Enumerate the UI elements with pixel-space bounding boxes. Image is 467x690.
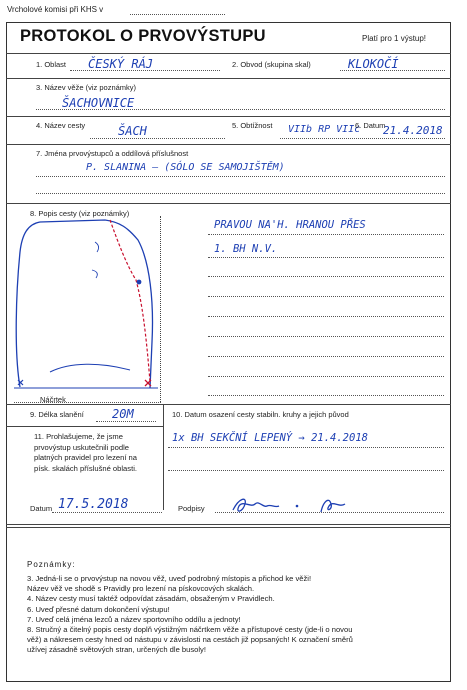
route-description-label: 8. Popis cesty (viz poznámky) bbox=[30, 209, 130, 218]
note-item: 3. Jedná-li se o prvovýstup na novou věž, uveď podrobný místopis a přichod ke věži! bbox=[27, 574, 312, 583]
sketch-bottom-border bbox=[14, 402, 161, 403]
bolts-line-1 bbox=[168, 447, 444, 448]
signatures-label: Podpisy bbox=[178, 504, 205, 513]
route-name-value: ŠACH bbox=[118, 124, 147, 138]
route-name-underline bbox=[90, 138, 225, 139]
climbers-underline-1 bbox=[36, 176, 445, 177]
bolt-marker bbox=[137, 280, 142, 285]
bolts-value: 1x BH SEKČNÍ LEPENÝ → 21.4.2018 bbox=[172, 432, 368, 444]
desc-line-8 bbox=[208, 376, 444, 377]
notes-title: Poznámky: bbox=[27, 560, 76, 569]
desc-line-3 bbox=[208, 276, 444, 277]
rappel-underline bbox=[96, 421, 156, 422]
committee-underline bbox=[130, 14, 225, 15]
area-label: 1. Oblast bbox=[36, 60, 67, 69]
desc-line-6 bbox=[208, 336, 444, 337]
row-divider-6 bbox=[6, 426, 163, 427]
declaration-text: 11. Prohlašujeme, že jsme prvovýstup uskutečnili podle platných pravidel pro lezení na písk. skalách příslušné oblasti. bbox=[34, 432, 138, 473]
climbers-underline-2 bbox=[36, 193, 445, 194]
climbers-label: 7. Jména prvovýstupců a oddílová příslušnost bbox=[36, 149, 189, 158]
title-divider bbox=[6, 53, 451, 54]
page-title: PROTOKOL O PRVOVÝSTUPU bbox=[20, 27, 266, 45]
route-name-label: 4. Název cesty bbox=[36, 121, 86, 130]
bolts-label: 10. Datum osazení cesty stabiln. kruhy a jejich původ bbox=[172, 410, 349, 419]
grade-underline bbox=[280, 138, 445, 139]
date-field-value: 21.4.2018 bbox=[383, 124, 443, 137]
rappel-value: 20M bbox=[112, 407, 134, 421]
date-value: 17.5.2018 bbox=[58, 497, 129, 512]
tower-underline bbox=[36, 109, 445, 110]
date-field-label: 6. Datum bbox=[355, 121, 386, 130]
note-item: užívej zásadně světových stran, určených dle busoly! bbox=[27, 645, 206, 655]
desc-line-1 bbox=[208, 234, 444, 235]
note-item: 7. Uveď celá jména lezců a název sportovního oddílu a jednoty! bbox=[27, 614, 241, 624]
sketch-scribble-2 bbox=[92, 270, 97, 278]
row9-separator bbox=[163, 404, 164, 510]
route-line bbox=[110, 220, 150, 382]
row-divider-7 bbox=[6, 524, 451, 525]
tower-label: 3. Název věže (viz poznámky) bbox=[36, 83, 137, 92]
note-item: 6. Uveď přesné datum dokončení výstupu! bbox=[27, 604, 170, 614]
validity-note: Platí pro 1 výstup! bbox=[362, 34, 427, 43]
tower-outline bbox=[16, 220, 152, 388]
desc-line-2 bbox=[208, 257, 444, 258]
route-description-line2: 1. BH N.V. bbox=[214, 243, 278, 255]
bolts-line-2 bbox=[168, 470, 444, 471]
route-description-line1: PRAVOU NA'H. HRANOU PŘES bbox=[214, 219, 366, 231]
note-item: 4. Název cesty musí taktéž odpovídat zásadám, obsaženým v Pravidlech. bbox=[27, 594, 275, 604]
note-item: Název věž ve shodě s Pravidly pro lezení na pískovcových skalách. bbox=[27, 584, 255, 594]
grade-label: 5. Obtížnost bbox=[232, 121, 273, 130]
date-label: Datum bbox=[30, 504, 53, 513]
row-divider-2 bbox=[6, 116, 451, 117]
row-divider-1 bbox=[6, 78, 451, 79]
note-item: 8. Stručný a čitelný popis cesty doplň výstižným náčrtkem věže a přístupové cesty (jde-li o novou bbox=[27, 625, 353, 635]
rappel-label: 9. Délka slanění bbox=[30, 410, 84, 419]
desc-line-9 bbox=[208, 395, 444, 396]
notes-list bbox=[27, 574, 353, 656]
tower-value: ŠACHOVNICE bbox=[62, 96, 135, 110]
signature-underline bbox=[215, 512, 444, 513]
area-value: ČESKÝ RÁJ bbox=[88, 57, 154, 71]
desc-line-4 bbox=[208, 296, 444, 297]
committee-label: Vrcholové komisi při KHS v bbox=[7, 5, 104, 14]
row-divider-4 bbox=[6, 203, 451, 204]
desc-line-5 bbox=[208, 316, 444, 317]
sketch-label: Náčrtek bbox=[40, 395, 66, 404]
district-value: KLOKOČÍ bbox=[348, 57, 399, 71]
row-divider-3 bbox=[6, 144, 451, 145]
area-underline bbox=[70, 70, 220, 71]
climbers-value: P. SLANINA — (SÓLO SE SAMOJIŠTĚM) bbox=[86, 162, 285, 173]
district-underline bbox=[340, 70, 445, 71]
district-label: 2. Obvod (skupina skal) bbox=[232, 60, 311, 69]
grade-value: VIIb RP VIIc bbox=[288, 124, 361, 135]
ledge-line bbox=[50, 364, 130, 372]
sketch-scribble-1 bbox=[95, 242, 99, 252]
desc-line-7 bbox=[208, 356, 444, 357]
note-item: věž) a nákresem cesty hned od nástupu v závislosti na cestách již popsaných! K označení směrů bbox=[27, 635, 353, 645]
date-underline bbox=[52, 512, 162, 513]
signature-image bbox=[225, 490, 355, 518]
route-sketch bbox=[10, 212, 162, 402]
row-divider-7b bbox=[6, 527, 451, 528]
row-divider-5 bbox=[6, 404, 451, 405]
